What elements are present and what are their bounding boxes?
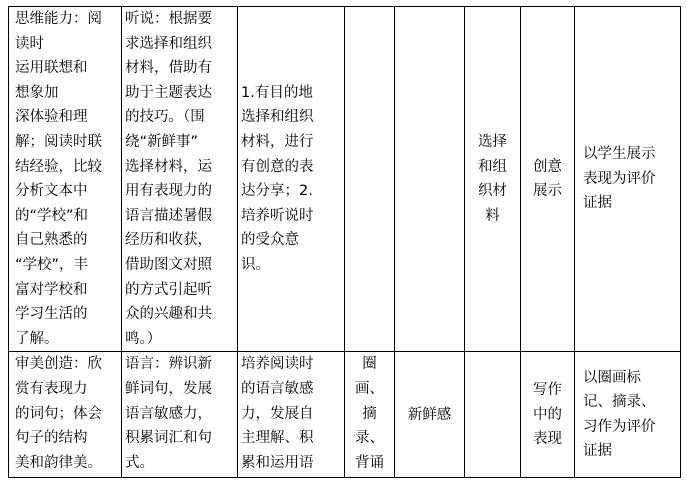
cell-line: “学校”，丰 (15, 256, 89, 273)
cell-line: 语言描述暑假 (125, 207, 212, 224)
cell-line: 赏有表现力 (15, 380, 88, 397)
focus-cell (395, 7, 465, 352)
cell-line: 自己熟悉的 (15, 232, 88, 249)
cell-line: 解；阅读时联 (15, 133, 102, 150)
cell-line: 累和运用语 (241, 454, 314, 471)
objective-cell (238, 352, 345, 478)
evidence-cell (575, 7, 681, 352)
cell-line: 培养阅读时 (241, 356, 314, 373)
cell-line: 证据 (583, 443, 612, 460)
cell-line: 选择和组织 (241, 109, 314, 126)
learning-task-cell (122, 7, 238, 352)
cell-line: 达分享；2. (241, 183, 313, 200)
cell-line: 结经验，比较 (15, 158, 102, 175)
cell-line: 的受众意 (241, 232, 299, 249)
cell-line: 摘 (362, 405, 377, 422)
cell-line: 审美创造：欣 (15, 356, 102, 373)
cell-line: 鲜词句，发展 (125, 380, 212, 397)
table-row (9, 352, 681, 478)
cell-line: 以学生展示 (583, 146, 656, 163)
cell-line: 语言敏感力， (125, 405, 212, 422)
cell-line: 力，发展自 (241, 405, 314, 422)
focus-cell (395, 352, 465, 478)
cell-line: 绕“新鲜事” (125, 133, 199, 150)
cell-line: 主理解、积 (241, 430, 314, 447)
cell-line: 材料，进行 (241, 133, 314, 150)
cell-line: 选择材料，运 (125, 158, 212, 175)
cell-line: 助于主题表达 (125, 84, 212, 101)
cell-line: 表现为评价 (583, 170, 656, 187)
activity-cell (465, 7, 521, 352)
evidence-cell (575, 352, 681, 478)
cell-line: 富对学校和 (15, 281, 88, 298)
cell-line: 想象加 (15, 84, 59, 101)
cell-line: 运用联想和 (15, 60, 88, 77)
cell-line: 了解。 (15, 330, 59, 347)
cell-line: 经历和收获， (125, 232, 212, 249)
cell-line: 表现 (533, 431, 562, 448)
activity-cell (465, 352, 521, 478)
cell-line: 画、 (355, 380, 384, 397)
cell-line: 的语言敏感 (241, 380, 314, 397)
cell-line: 借助图文对照 (125, 256, 212, 273)
cell-line: 鸣。） (125, 330, 162, 347)
lesson-design-table (8, 6, 681, 478)
cell-line: 料 (485, 207, 500, 224)
cell-line: 分析文本中 (15, 183, 88, 200)
cell-line: 语言：辨识新 (125, 356, 212, 373)
cell-line: 读时 (15, 35, 44, 52)
cell-line: 求选择和组织 (125, 35, 212, 52)
cell-line: 织材 (478, 183, 507, 200)
cell-line: 用有表现力的 (125, 183, 212, 200)
cell-line: 识。 (241, 256, 270, 273)
cell-line: 圈 (362, 356, 377, 373)
cell-line: 有创意的表 (241, 158, 314, 175)
objective-cell (238, 7, 345, 352)
cell-line: 记、摘录、 (583, 394, 656, 411)
table-row (9, 7, 681, 352)
cell-line: 创意 (533, 158, 562, 175)
cell-line: 展示 (533, 183, 562, 200)
core-literacy-cell (9, 7, 122, 352)
cell-line: 选择 (478, 133, 507, 150)
cell-line: 以圈画标 (583, 369, 641, 386)
cell-line: 材料，借助有 (125, 60, 212, 77)
cell-line: 中的 (533, 406, 562, 423)
cell-line: 的词句；体会 (15, 405, 102, 422)
cell-line: 的技巧。（围 (125, 109, 205, 126)
cell-line: 深体验和理 (15, 109, 88, 126)
cell-line: 学习生活的 (15, 306, 88, 323)
cell-line: 思维能力：阅 (15, 11, 102, 27)
cell-line: 的“学校”和 (15, 207, 89, 224)
cell-line: 句子的结构 (15, 430, 88, 447)
method-cell (345, 352, 395, 478)
method-cell (345, 7, 395, 352)
assessment-task-cell (521, 7, 575, 352)
cell-line: 和组 (478, 158, 507, 175)
cell-line: 众的兴趣和共 (125, 306, 212, 323)
assessment-task-cell (521, 352, 575, 478)
cell-line: 听说：根据要 (125, 11, 212, 27)
cell-line: 1.有目的地 (241, 84, 313, 101)
cell-line: 式。 (125, 454, 154, 471)
cell-line: 培养听说时 (241, 207, 314, 224)
cell-line: 美和韵律美。 (15, 454, 102, 471)
cell-line: 写作 (533, 381, 562, 398)
cell-line: 习作为评价 (583, 418, 656, 435)
cell-line: 积累词汇和句 (125, 430, 212, 447)
cell-line: 的方式引起听 (125, 281, 212, 298)
learning-task-cell (122, 352, 238, 478)
cell-line: 录、 (355, 430, 384, 447)
core-literacy-cell (9, 352, 122, 478)
cell-line: 新鲜感 (407, 406, 452, 423)
cell-line: 背诵 (355, 454, 384, 471)
cell-line: 证据 (583, 195, 612, 212)
